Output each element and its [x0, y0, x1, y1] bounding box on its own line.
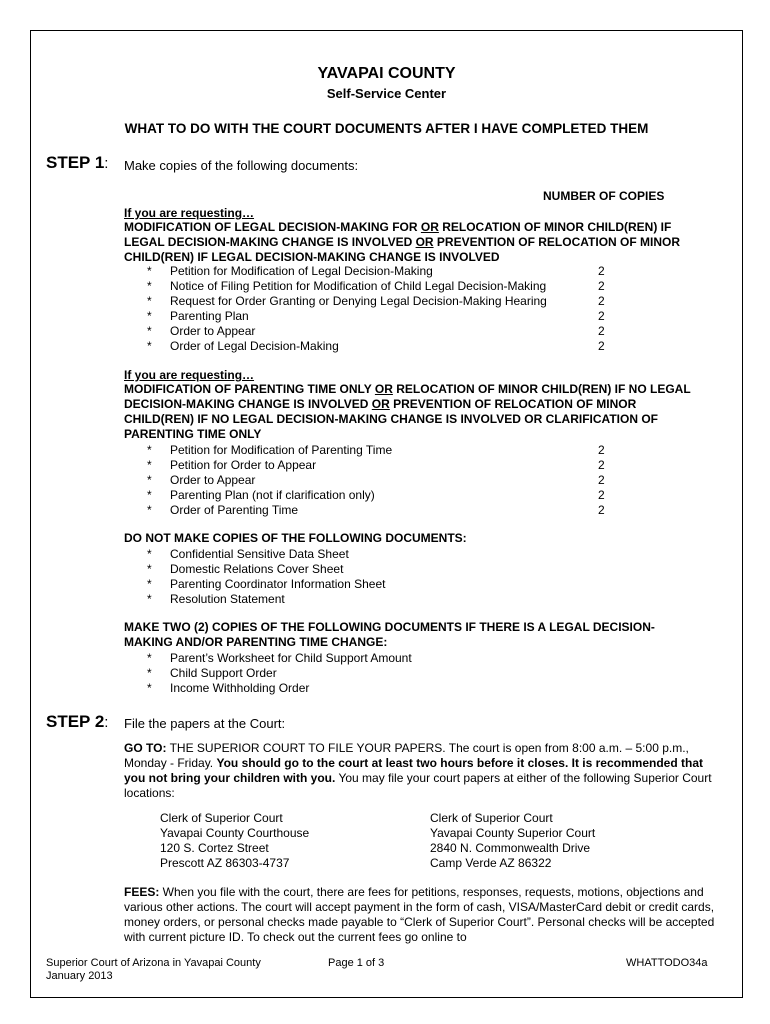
document-name: Request for Order Granting or Denying Legal Decision-Making Hearing	[170, 294, 547, 308]
document-name: Parenting Coordinator Information Sheet	[170, 577, 386, 591]
heading-line	[124, 250, 724, 265]
location-line: 2840 N. Commonwealth Drive	[430, 841, 591, 855]
page-title: WHAT TO DO WITH THE COURT DOCUMENTS AFTER I HAVE COMPLETED THEM	[124, 121, 649, 136]
section-b-intro: If you are requesting…	[124, 368, 255, 382]
heading-line	[124, 220, 724, 235]
location-camp-verde	[430, 811, 595, 871]
bullet-asterisk: *	[147, 324, 152, 338]
document-name: Child Support Order	[170, 666, 277, 680]
copies-count: 2	[598, 264, 605, 278]
bullet-asterisk: *	[147, 458, 152, 472]
underlined-or: OR	[415, 235, 434, 249]
copies-count: 2	[598, 309, 605, 323]
bullet-asterisk: *	[147, 339, 152, 353]
fees-label: FEES:	[124, 885, 160, 899]
section-a-heading	[124, 220, 724, 265]
copies-count: 2	[598, 324, 605, 338]
document-name: Confidential Sensitive Data Sheet	[170, 547, 349, 561]
heading-text: MODIFICATION OF PARENTING TIME ONLY	[124, 382, 375, 396]
location-line: Prescott AZ 86303-4737	[160, 856, 290, 870]
document-name: Order to Appear	[170, 473, 256, 487]
step2-label: STEP 2:	[46, 712, 109, 731]
bullet-asterisk: *	[147, 651, 152, 665]
fees-text: When you file with the court, there are fees for petitions, responses, requests, motions, objections and various other actions. The court will accept payment in the form of cash, VISA/MasterCard debit or credit cards, money orders, or personal checks made payable to “Clerk of Superior Court”. Personal checks will be accepted with current picture ID. To check out the current fees go online to	[124, 885, 715, 944]
heading-text: RELOCATION OF MINOR CHILD(REN) IF NO LEGAL	[392, 382, 691, 396]
goto-paragraph	[124, 741, 726, 801]
copies-count: 2	[598, 339, 605, 353]
document-name: Order to Appear	[170, 324, 256, 338]
footer-court: Superior Court of Arizona in Yavapai County	[46, 957, 261, 969]
bullet-asterisk: *	[147, 488, 152, 502]
heading-text: RELOCATION OF MINOR CHILD(REN) IF	[438, 220, 672, 234]
heading-line	[124, 427, 724, 442]
location-line: Clerk of Superior Court	[160, 811, 283, 825]
bullet-asterisk: *	[147, 666, 152, 680]
step1-instruction: Make copies of the following documents:	[124, 158, 359, 173]
document-name: Petition for Modification of Legal Decision-Making	[170, 264, 433, 278]
document-name: Order of Parenting Time	[170, 503, 299, 517]
two-copies-heading-line-1: MAKE TWO (2) COPIES OF THE FOLLOWING DOCUMENTS IF THERE IS A LEGAL DECISION-	[124, 620, 655, 634]
footer-form-code: WHATTODO34a	[626, 957, 708, 969]
footer-date: January 2013	[46, 970, 113, 982]
goto-text: THE SUPERIOR COURT TO FILE YOUR PAPERS. The court is open from 8:00 a.m. – 5:00 p.m., Monday - Friday.	[124, 741, 689, 770]
document-name: Parenting Plan (not if clarification only)	[170, 488, 375, 502]
heading-text: LEGAL DECISION-MAKING CHANGE IS INVOLVED	[124, 235, 416, 249]
heading-text: DECISION-MAKING CHANGE IS INVOLVED	[124, 397, 372, 411]
bullet-asterisk: *	[147, 279, 152, 293]
bullet-asterisk: *	[147, 681, 152, 695]
heading-text: CHILD(REN) IF LEGAL DECISION-MAKING CHANGE IS INVOLVED	[124, 250, 500, 264]
footer-page-number: Page 1 of 3	[328, 957, 385, 969]
location-line: Yavapai County Courthouse	[160, 826, 310, 840]
heading-text: PREVENTION OF RELOCATION OF MINOR	[433, 235, 681, 249]
step2-instruction: File the papers at the Court:	[124, 716, 286, 731]
bullet-asterisk: *	[147, 547, 152, 561]
bullet-asterisk: *	[147, 503, 152, 517]
heading-text: MODIFICATION OF LEGAL DECISION-MAKING FOR	[124, 220, 421, 234]
heading-line	[124, 382, 724, 397]
copies-count: 2	[598, 443, 605, 457]
copies-count: 2	[598, 458, 605, 472]
bullet-asterisk: *	[147, 294, 152, 308]
document-name: Parenting Plan	[170, 309, 249, 323]
copies-count: 2	[598, 294, 605, 308]
location-line: Yavapai County Superior Court	[430, 826, 596, 840]
location-line: Camp Verde AZ 86322	[430, 856, 552, 870]
fees-paragraph	[124, 885, 726, 945]
document-name: Income Withholding Order	[170, 681, 310, 695]
document-name: Notice of Filing Petition for Modification of Child Legal Decision-Making	[170, 279, 547, 293]
bullet-asterisk: *	[147, 592, 152, 606]
goto-label: GO TO:	[124, 741, 167, 755]
bullet-asterisk: *	[147, 473, 152, 487]
location-line: 120 S. Cortez Street	[160, 841, 269, 855]
document-name: Parent’s Worksheet for Child Support Amount	[170, 651, 412, 665]
copies-header: NUMBER OF COPIES	[543, 189, 665, 203]
county-title: YAVAPAI COUNTY	[317, 65, 456, 82]
heading-line	[124, 235, 724, 250]
heading-text: PREVENTION OF RELOCATION OF MINOR	[389, 397, 637, 411]
page-border	[30, 30, 743, 998]
two-copies-heading-line-2: MAKING AND/OR PARENTING TIME CHANGE:	[124, 635, 388, 649]
copies-count: 2	[598, 473, 605, 487]
no-copies-heading: DO NOT MAKE COPIES OF THE FOLLOWING DOCUMENTS:	[124, 531, 467, 545]
bullet-asterisk: *	[147, 577, 152, 591]
bullet-asterisk: *	[147, 562, 152, 576]
location-prescott	[160, 811, 309, 871]
copies-count: 2	[598, 488, 605, 502]
underlined-or: OR	[420, 220, 439, 234]
underlined-or: OR	[374, 382, 393, 396]
document-name: Petition for Modification of Parenting Time	[170, 443, 393, 457]
section-a-intro: If you are requesting…	[124, 206, 255, 220]
document-name: Resolution Statement	[170, 592, 285, 606]
bullet-asterisk: *	[147, 443, 152, 457]
document-name: Petition for Order to Appear	[170, 458, 317, 472]
center-subtitle: Self-Service Center	[326, 86, 447, 101]
document-name: Domestic Relations Cover Sheet	[170, 562, 344, 576]
heading-text: PARENTING TIME ONLY	[124, 427, 262, 441]
section-b-heading	[124, 382, 724, 442]
step1-label: STEP 1:	[46, 153, 109, 172]
underlined-or: OR	[371, 397, 390, 411]
document-name: Order of Legal Decision-Making	[170, 339, 339, 353]
heading-line	[124, 397, 724, 412]
heading-line	[124, 412, 724, 427]
heading-text: CHILD(REN) IF NO LEGAL DECISION-MAKING CHANGE IS INVOLVED OR CLARIFICATION OF	[124, 412, 658, 426]
goto-text-end: You may file your court papers at either of the following Superior Court locations:	[124, 771, 712, 800]
copies-count: 2	[598, 503, 605, 517]
goto-bold-text: You should go to the court at least two hours before it closes. It is recommended that you not bring your children with you.	[124, 756, 703, 785]
copies-count: 2	[598, 279, 605, 293]
bullet-asterisk: *	[147, 264, 152, 278]
bullet-asterisk: *	[147, 309, 152, 323]
location-line: Clerk of Superior Court	[430, 811, 553, 825]
